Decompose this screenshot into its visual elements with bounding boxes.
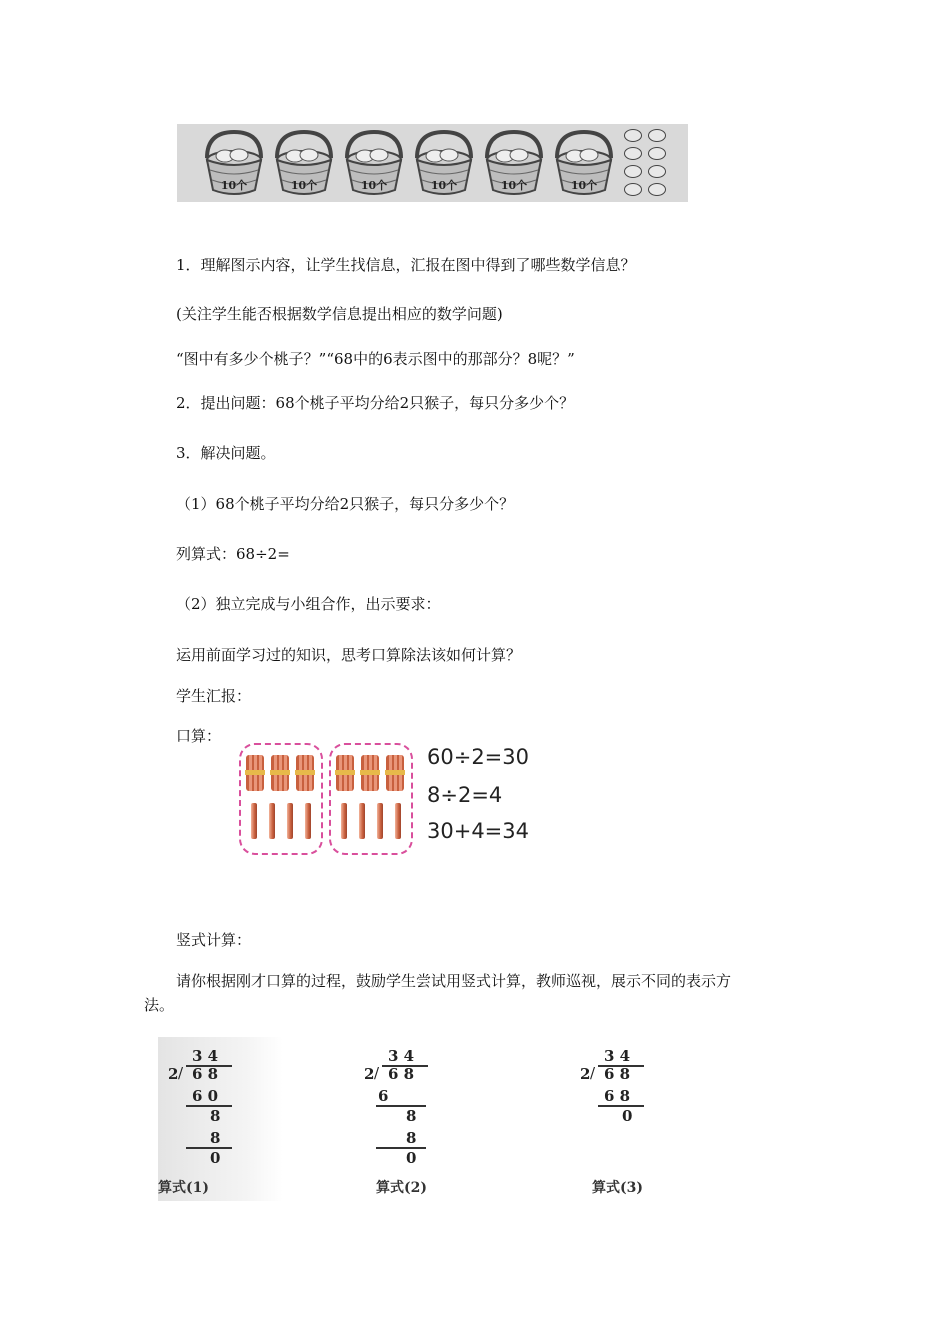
caption-method-1: 算式(1) [158, 1180, 209, 1196]
paragraph-13: 请你根据刚才口算的过程，鼓励学生尝试用竖式计算，教师巡视，展示不同的表示方 [176, 972, 732, 990]
stick-icon [251, 803, 257, 839]
stick-icon [341, 803, 347, 839]
peach-icon [648, 147, 666, 160]
division-bracket: / [374, 1064, 380, 1082]
divisor: 2 [364, 1065, 375, 1083]
basket-icon [201, 128, 267, 198]
quotient: 3 4 [388, 1047, 415, 1065]
quotient: 3 4 [192, 1047, 219, 1065]
basket-icon [481, 128, 547, 198]
equation-1: 60÷2=30 [427, 745, 529, 769]
caption-method-3: 算式(3) [592, 1180, 643, 1196]
peach-basket-image [177, 124, 688, 202]
stick-bundle-icon [335, 755, 355, 791]
step-2: 8 [406, 1107, 417, 1125]
divisor: 2 [168, 1065, 179, 1083]
stick-icon [359, 803, 365, 839]
long-division-method-1 [166, 1047, 266, 1197]
quotient: 3 4 [604, 1047, 631, 1065]
long-division-figures [158, 1037, 718, 1201]
stick-bundle-icon [295, 755, 315, 791]
divisor: 2 [580, 1065, 591, 1083]
long-division-method-3 [578, 1047, 678, 1197]
paragraph-5: 3．解决问题。 [176, 444, 276, 462]
subtraction-line [376, 1147, 426, 1149]
paragraph-2: (关注学生能否根据数学信息提出相应的数学问题) [176, 305, 503, 323]
paragraph-10: 学生汇报： [176, 687, 252, 705]
paragraph-8: （2）独立完成与小组合作，出示要求： [176, 595, 441, 613]
stick-icon [287, 803, 293, 839]
step-1: 6 [378, 1087, 389, 1105]
peach-icon [624, 183, 642, 196]
subtraction-line [598, 1105, 644, 1107]
stick-bundle-icon [360, 755, 380, 791]
stick-icon [269, 803, 275, 839]
step-2: 0 [622, 1107, 633, 1125]
paragraph-13-continued: 法。 [144, 996, 175, 1014]
peach-icon [624, 147, 642, 160]
dividend: 6 8 [388, 1065, 415, 1083]
paragraph-3: “图中有多少个桃子？”“68中的6表示图中的那部分？8呢？” [176, 350, 575, 368]
basket-label: 10个 [430, 179, 458, 192]
step-1: 6 8 [604, 1087, 631, 1105]
division-bracket: / [178, 1064, 184, 1082]
equation-2: 8÷2=4 [427, 783, 503, 807]
paragraph-4: 2．提出问题：68个桃子平均分给2只猴子，每只分多少个？ [176, 394, 575, 412]
step-1: 6 0 [192, 1087, 219, 1105]
step-4: 0 [210, 1149, 221, 1167]
step-3: 8 [210, 1129, 221, 1147]
equation-3: 30+4=34 [427, 819, 529, 843]
basket-label: 10个 [360, 179, 388, 192]
paragraph-6: （1）68个桃子平均分给2只猴子，每只分多少个？ [176, 495, 515, 513]
peach-icon [624, 165, 642, 178]
paragraph-7: 列算式：68÷2= [176, 545, 290, 563]
stick-icon [305, 803, 311, 839]
basket-label: 10个 [500, 179, 528, 192]
basket-icon [411, 128, 477, 198]
paragraph-12: 竖式计算： [176, 931, 252, 949]
stick-bundle-icon [270, 755, 290, 791]
subtraction-line [186, 1105, 232, 1107]
step-4: 0 [406, 1149, 417, 1167]
dividend: 6 8 [192, 1065, 219, 1083]
step-3: 8 [406, 1129, 417, 1147]
subtraction-line [186, 1147, 232, 1149]
long-division-method-2 [362, 1047, 462, 1197]
peach-icon [648, 165, 666, 178]
stick-icon [395, 803, 401, 839]
basket-icon [341, 128, 407, 198]
basket-icon [271, 128, 337, 198]
basket-icon [551, 128, 617, 198]
basket-label: 10个 [220, 179, 248, 192]
division-bracket: / [590, 1064, 596, 1082]
basket-label: 10个 [570, 179, 598, 192]
peach-icon [648, 183, 666, 196]
paragraph-1: 1．理解图示内容，让学生找信息，汇报在图中得到了哪些数学信息？ [176, 256, 636, 274]
dividend: 6 8 [604, 1065, 631, 1083]
peach-icon [624, 129, 642, 142]
stick-icon [377, 803, 383, 839]
stick-bundle-icon [245, 755, 265, 791]
step-2: 8 [210, 1107, 221, 1125]
oral-calculation-figure [237, 735, 549, 857]
basket-label: 10个 [290, 179, 318, 192]
stick-bundle-icon [385, 755, 405, 791]
caption-method-2: 算式(2) [376, 1180, 427, 1196]
peach-icon [648, 129, 666, 142]
paragraph-11: 口算： [176, 727, 222, 745]
subtraction-line [376, 1105, 426, 1107]
paragraph-9: 运用前面学习过的知识，思考口算除法该如何计算？ [176, 646, 522, 664]
